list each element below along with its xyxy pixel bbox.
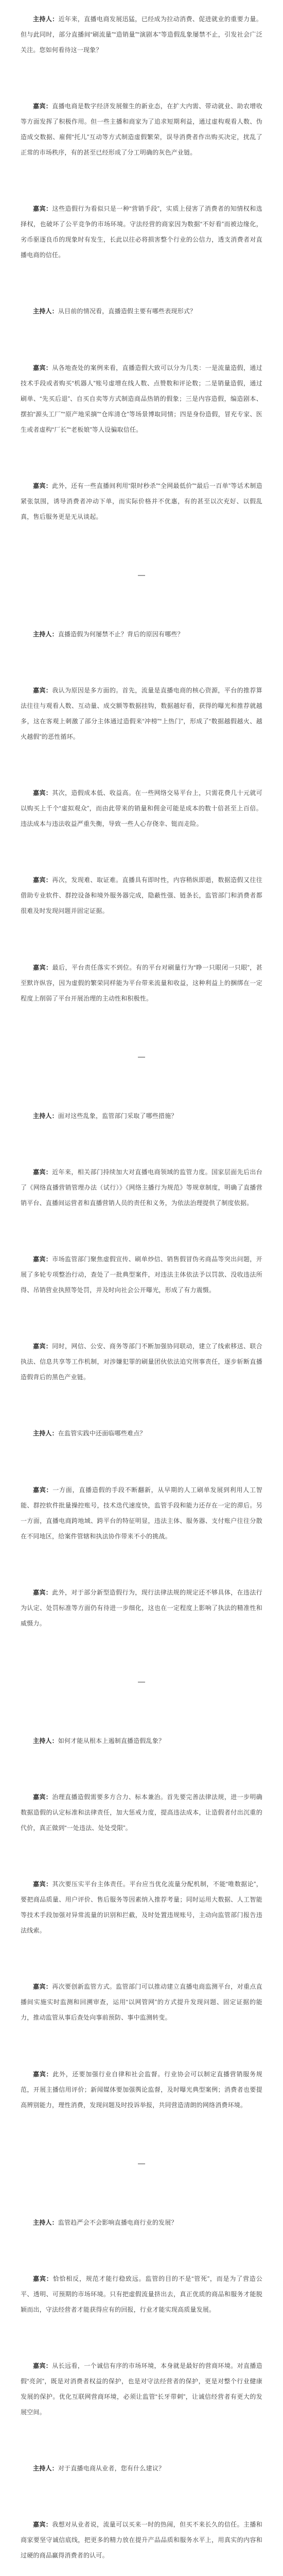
speaker-label: 嘉宾： bbox=[33, 1168, 52, 1176]
paragraph-text: 我想对从业者说，流量可以买来一时的热闹，但买不来长久的信任。主播和商家要坚守诚信底线，把更多的精力放在提升产品品质和服务水平上，用真实的内容和过硬的商品赢得消费者的认可。 bbox=[21, 2521, 262, 2560]
speaker-label: 嘉宾： bbox=[33, 1486, 53, 1494]
article-paragraph bbox=[21, 1979, 262, 2025]
article-paragraph bbox=[21, 360, 262, 437]
speaker-label: 嘉宾： bbox=[33, 103, 52, 110]
article-paragraph bbox=[21, 201, 262, 263]
article-paragraph bbox=[21, 2271, 262, 2317]
paragraph-text: 最后，平台责任落实不到位。有的平台对刷量行为“睁一只眼闭一只眼”，甚至默许纵容，因为虚假的繁荣同样能为平台带来流量和收益，这种利益上的捆绑在一定程度上削弱了平台开展治理的主动性和积极性。 bbox=[21, 963, 262, 1002]
speaker-label: 嘉宾： bbox=[33, 1983, 52, 1991]
paragraph-text: 再次，发现难、取证难。直播具有即时性，内容稍纵即逝，数据造假又往往借助专业软件、群控设备和境外服务器完成，隐蔽性强、链条长，监管部门和消费者都很难及时发现问题并固定证据。 bbox=[21, 876, 262, 915]
paragraph-text: 从目前的情况看，直播造假主要有哪些表现形式？ bbox=[58, 308, 197, 315]
article-paragraph bbox=[21, 1876, 262, 1938]
article-paragraph bbox=[21, 1338, 262, 1385]
article-paragraph bbox=[21, 2517, 262, 2563]
speaker-label: 主持人： bbox=[33, 2218, 58, 2226]
paragraph-text: 面对这些乱象，监管部门采取了哪些措施？ bbox=[58, 1112, 178, 1120]
speaker-label: 嘉宾： bbox=[33, 2362, 52, 2370]
speaker-label: 嘉宾： bbox=[33, 2521, 52, 2529]
speaker-label: 嘉宾： bbox=[33, 482, 52, 489]
section-divider bbox=[21, 2154, 262, 2174]
section-divider bbox=[21, 1047, 262, 1067]
paragraph-text: 此外，还有一些直播间利用“限时秒杀”“全网最低价”“最后一百单”等话术制造紧张氛围，诱导消费者冲动下单，而实际价格并不优惠，有的甚至以次充好、以假乱真，售后服务更是无从谈起。 bbox=[21, 482, 262, 520]
article-paragraph bbox=[21, 1733, 262, 1749]
speaker-label: 嘉宾： bbox=[33, 1880, 52, 1888]
article-paragraph bbox=[21, 1789, 262, 1836]
paragraph-text: 近年来，直播电商发展迅猛，已经成为拉动消费、促进就业的重要力量。但与此同时，部分直播间“刷流量”“造销量”“演剧本”等造假乱象屡禁不止，引发社会广泛关注。您如何看待这一现象？ bbox=[21, 15, 262, 54]
speaker-label: 主持人： bbox=[33, 2465, 58, 2472]
speaker-label: 嘉宾： bbox=[33, 364, 52, 371]
speaker-label: 嘉宾： bbox=[33, 1343, 52, 1350]
speaker-label: 主持人： bbox=[33, 308, 58, 315]
speaker-label: 主持人： bbox=[33, 15, 59, 23]
article-paragraph bbox=[21, 872, 262, 919]
paragraph-text: 此外，还要加强行业自律和社会监督。行业协会可以制定直播营销服务规范，开展主播信用评价；新闻媒体要加强舆论监督，及时曝光典型案例；消费者也要提高辨别能力，理性消费，发现问题及时投诉举报，共同营造清朗的网络消费环境。 bbox=[21, 2070, 262, 2109]
divider-line bbox=[138, 575, 145, 576]
speaker-label: 嘉宾： bbox=[33, 687, 52, 694]
paragraph-text: 治理直播造假需要多方合力、标本兼治。首先要完善法律法规，进一步明确数据造假的认定标准和法律责任，加大惩戒力度，提高违法成本，让造假者付出沉重的代价，真正做到“一处违法、处处受限”。 bbox=[21, 1793, 262, 1832]
article-paragraph bbox=[21, 1251, 262, 1298]
article-paragraph bbox=[21, 1585, 262, 1631]
paragraph-text: 恰恰相反，规范才能行稳致远。监管的目的不是“管死”，而是为了营造公平、透明、可预期的市场环境。只有把虚假流量挤出去，真正优质的商品和服务才能脱颖而出，守法经营者才能获得应有的回报，行业才能实现高质量发展。 bbox=[21, 2275, 262, 2313]
paragraph-text: 我认为原因是多方面的。首先，流量是直播电商的核心资源，平台的推荐算法往往与观看人数、互动量、成交额等数据挂钩，数据越好看，获得的曝光和推荐就越多，这在客观上刺激了部分主体通过造假来“冲榜”“上热门”，形成了“数据越假越火、越火越假”的恶性循环。 bbox=[21, 687, 262, 741]
paragraph-text: 此外，对于部分新型造假行为，现行法律法规的规定还不够具体，在违法行为认定、处罚标准等方面仍有待进一步细化，这也在一定程度上影响了执法的精准性和威慑力。 bbox=[21, 1588, 262, 1627]
speaker-label: 主持人： bbox=[33, 1737, 58, 1744]
article-paragraph bbox=[21, 1164, 262, 1211]
article-paragraph bbox=[21, 2066, 262, 2113]
article-paragraph bbox=[21, 785, 262, 832]
paragraph-text: 再次要创新监管方式。监管部门可以推动建立直播电商监测平台，对重点直播间实施实时监测和回溯审查，运用“以网管网”的方式提升发现问题、固定证据的能力，推动监管从事后查处向事前预防、事中监测转变。 bbox=[21, 1983, 262, 2022]
speaker-label: 嘉宾： bbox=[33, 963, 52, 971]
speaker-label: 主持人： bbox=[33, 1112, 58, 1120]
speaker-label: 嘉宾： bbox=[33, 876, 52, 884]
paragraph-text: 直播电商是数字经济发展催生的新业态，在扩大内需、带动就业、助农增收等方面发挥了积极作用。但一些主播和商家为了追求短期利益，通过虚构观看人数、伪造成交数据、雇佣“托儿”互动等方式制造虚假繁荣，误导消费者作出购买决定，扰乱了正常的市场秩序，有的甚至已经形成了分工明确的灰色产业链。 bbox=[21, 103, 262, 157]
paragraph-text: 监管趋严会不会影响直播电商行业的发展？ bbox=[58, 2218, 178, 2226]
article-paragraph bbox=[21, 303, 262, 319]
divider-line bbox=[138, 1682, 145, 1683]
speaker-label: 嘉宾： bbox=[33, 1588, 52, 1596]
article-paragraph bbox=[21, 1426, 262, 1441]
article-paragraph bbox=[21, 1108, 262, 1124]
speaker-label: 嘉宾： bbox=[33, 1256, 52, 1263]
divider-line bbox=[138, 2163, 145, 2164]
speaker-label: 嘉宾： bbox=[33, 205, 52, 213]
paragraph-text: 一方面，直播造假的手段不断翻新，从早期的人工刷单发展到利用人工智能、群控软件批量操控账号，技术迭代速度快，监管手段和能力还存在一定的滞后。另一方面，直播电商跨地域、跨平台的特征明显，违法主体、服务器、支付账户往往分散在不同地区，给案件管辖和执法协作带来不小的挑战。 bbox=[21, 1486, 262, 1540]
article-paragraph bbox=[21, 478, 262, 524]
article-paragraph bbox=[21, 2461, 262, 2476]
paragraph-text: 直播造假为何屡禁不止？背后的原因有哪些？ bbox=[58, 630, 184, 638]
article-paragraph bbox=[21, 683, 262, 744]
article-paragraph bbox=[21, 2215, 262, 2230]
section-divider bbox=[21, 1672, 262, 1692]
paragraph-text: 市场监管部门聚焦虚假宣传、刷单炒信、销售假冒伪劣商品等突出问题，开展了多轮专项整治行动，查处了一批典型案件，对违法主体依法予以罚款、没收违法所得、吊销营业执照等处罚，并及时向社会公开曝光，形成了有力震慑。 bbox=[21, 1256, 262, 1294]
speaker-label: 嘉宾： bbox=[33, 2070, 53, 2078]
section-divider bbox=[21, 565, 262, 586]
speaker-label: 嘉宾： bbox=[33, 1793, 52, 1801]
paragraph-text: 其次，造假成本低、收益高。在一些网络交易平台上，只需花费几十元就可以购买上千个“虚拟观众”，而由此带来的销量和佣金可能是成本的数十倍甚至上百倍。违法成本与违法收益严重失衡，导致一些人心存侥幸、铤而走险。 bbox=[21, 789, 262, 828]
paragraph-text: 其次要压实平台主体责任。平台应当优化流量分配机制，不能“唯数据论”，要把商品质量、用户评价、售后服务等因素纳入推荐考量；同时运用大数据、人工智能等技术手段加强对异常流量的识别和拦截，及时处置违规账号，主动向监管部门报告违法线索。 bbox=[21, 1880, 262, 1935]
speaker-label: 嘉宾： bbox=[33, 789, 52, 797]
speaker-label: 主持人： bbox=[33, 630, 58, 638]
article-paragraph bbox=[21, 2358, 262, 2420]
paragraph-text: 近年来，相关部门持续加大对直播电商领域的监管力度。国家层面先后出台了《网络直播营销管理办法（试行）》《网络主播行为规范》等规章制度，明确了直播营销平台、直播间运营者和直播营销人员的责任和义务，为依法治理提供了制度依据。 bbox=[21, 1168, 262, 1207]
article-paragraph bbox=[21, 11, 262, 58]
paragraph-text: 从各地查处的案例来看，直播造假大致可以分为几类：一是流量造假，通过技术手段或者购买“机器人”账号虚增在线人数、点赞数和评论数；二是销量造假，通过刷单、“先买后退”、自买自卖等方式制造商品热销的假象；三是内容造假，编造剧本、摆拍“源头工厂”“原产地采摘”“仓库清仓”等场景博取同情；四是身份造假，冒充专家、医生或者虚构“厂长”“老板娘”等人设骗取信任。 bbox=[21, 364, 262, 433]
article-paragraph bbox=[21, 1482, 262, 1544]
paragraph-text: 在监管实践中还面临哪些难点？ bbox=[58, 1430, 146, 1437]
speaker-label: 嘉宾： bbox=[33, 2275, 53, 2282]
article-paragraph bbox=[21, 626, 262, 642]
paragraph-text: 从长远看，一个诚信有序的市场环境，本身就是最好的营商环境。对直播造假“亮剑”，既是对消费者权益的保护，也是对守法经营者的保护，更是对整个行业健康发展的保护。优化互联网营商环境，必须让监管“长牙带刺”，让诚信经营者有更大的发展空间。 bbox=[21, 2362, 262, 2416]
divider-line bbox=[138, 1057, 145, 1058]
paragraph-text: 如何才能从根本上遏制直播造假乱象？ bbox=[58, 1737, 165, 1744]
paragraph-text: 对于直播电商从业者，您有什么建议？ bbox=[58, 2465, 165, 2472]
article-body bbox=[21, 11, 262, 2576]
speaker-label: 主持人： bbox=[33, 1430, 58, 1437]
article-paragraph bbox=[21, 960, 262, 1006]
paragraph-text: 这些造假行为看似只是一种“营销手段”，实质上侵害了消费者的知情权和选择权，也破坏了公平竞争的市场环境。守法经营的商家因为数据“不好看”而被边缘化，劣币驱逐良币的现象时有发生，长此以往必将损害整个行业的公信力，透支消费者对直播电商的信任。 bbox=[21, 205, 262, 259]
paragraph-text: 同时，网信、公安、商务等部门不断加强协同联动，建立了线索移送、联合执法、信息共享等工作机制，对涉嫌犯罪的刷量团伙依法追究刑事责任，逐步斩断直播造假背后的黑色产业链。 bbox=[21, 1343, 262, 1381]
article-paragraph bbox=[21, 98, 262, 160]
